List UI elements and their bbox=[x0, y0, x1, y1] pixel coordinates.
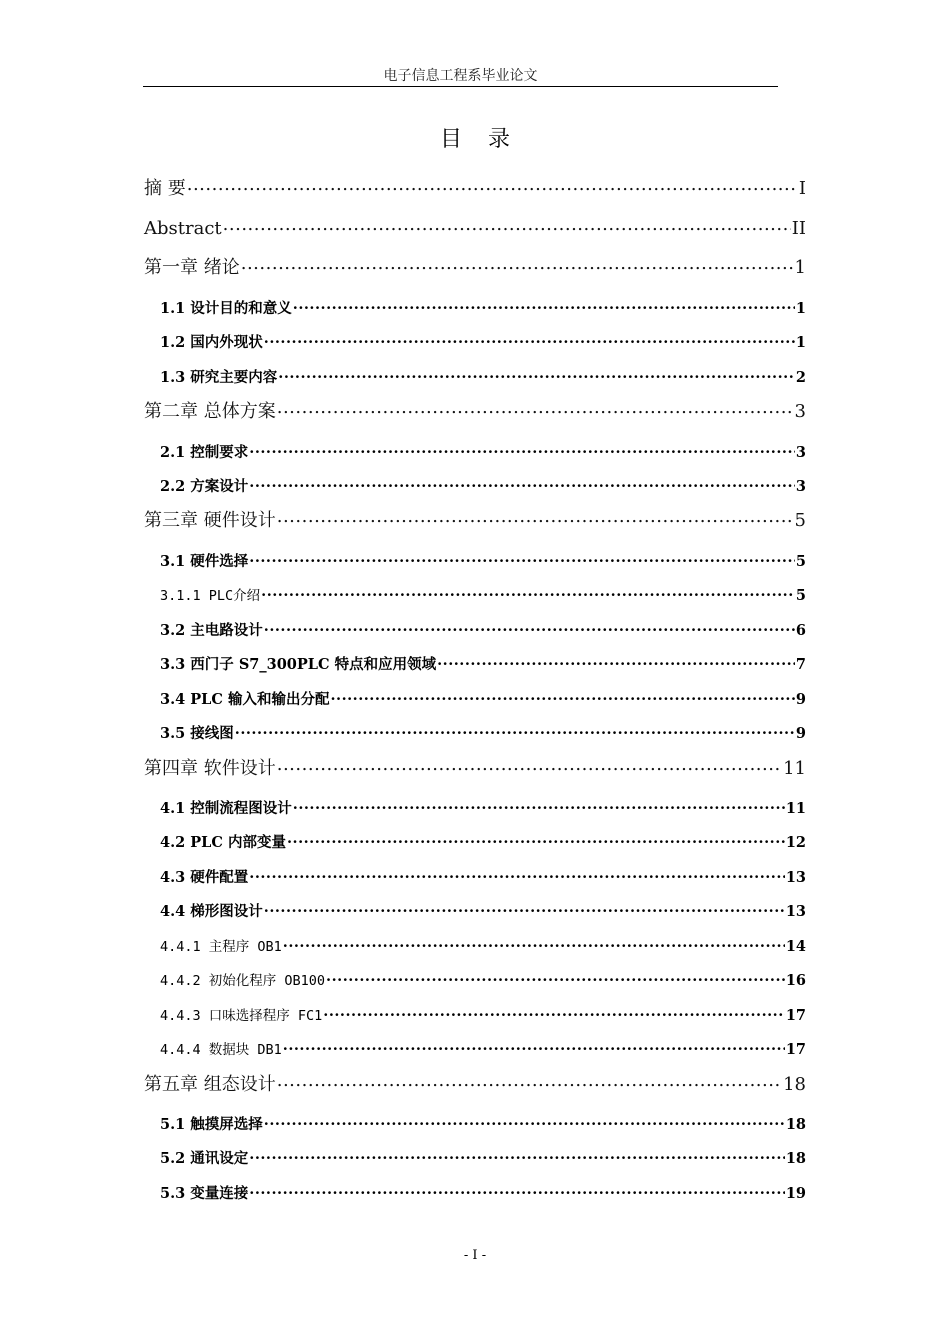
toc-entry-page: 3 bbox=[795, 477, 806, 495]
toc-entry[interactable] bbox=[160, 689, 806, 710]
toc-entry[interactable] bbox=[144, 756, 806, 781]
toc-entry[interactable] bbox=[160, 620, 806, 641]
toc-entry-page: 19 bbox=[785, 1184, 806, 1202]
toc-entry-label: 第四章 软件设计 bbox=[144, 758, 276, 779]
toc-entry-page: II bbox=[791, 218, 806, 239]
toc-entry[interactable] bbox=[160, 332, 806, 353]
toc-entry-label: 第一章 绪论 bbox=[144, 257, 240, 278]
toc-leader bbox=[187, 176, 798, 194]
toc-entry[interactable] bbox=[160, 832, 806, 853]
toc-leader bbox=[287, 832, 785, 847]
toc-leader bbox=[278, 367, 795, 382]
toc-entry-page: 11 bbox=[783, 758, 806, 779]
toc-entry-page: 5 bbox=[795, 586, 806, 604]
toc-entry[interactable] bbox=[160, 442, 806, 463]
toc-entry-page: 1 bbox=[794, 257, 806, 278]
toc-entry-label: 4.4.2 初始化程序 OB100 bbox=[160, 972, 326, 989]
toc-entry[interactable] bbox=[160, 723, 806, 744]
toc-leader bbox=[326, 970, 785, 985]
toc-leader bbox=[264, 1114, 785, 1129]
toc-leader bbox=[249, 867, 785, 882]
toc-entry-page: 5 bbox=[795, 552, 806, 570]
toc-entry[interactable] bbox=[160, 936, 806, 957]
toc-entry-page: 5 bbox=[794, 510, 806, 531]
toc-leader bbox=[235, 723, 795, 738]
toc-leader bbox=[249, 442, 795, 457]
toc-entry-label: 1.2 国内外现状 bbox=[160, 333, 263, 351]
toc-entry-page: 11 bbox=[785, 799, 806, 817]
toc-entry-label: 4.4.4 数据块 DB1 bbox=[160, 1041, 282, 1058]
toc-entry[interactable] bbox=[160, 1005, 806, 1026]
toc-entry-page: 18 bbox=[785, 1115, 806, 1133]
toc-leader bbox=[264, 332, 795, 347]
toc-entry-label: 5.1 触摸屏选择 bbox=[160, 1115, 263, 1133]
toc-entry-label: 4.3 硬件配置 bbox=[160, 868, 249, 886]
toc-entry-label: 4.2 PLC 内部变量 bbox=[160, 833, 286, 851]
toc-entry-label: 2.2 方案设计 bbox=[160, 477, 249, 495]
toc-entry-label: 第三章 硬件设计 bbox=[144, 510, 276, 531]
toc-entry[interactable] bbox=[160, 1114, 806, 1135]
toc-entry-label: 1.1 设计目的和意义 bbox=[160, 299, 292, 317]
toc-entry-page: 9 bbox=[795, 690, 806, 708]
toc-leader bbox=[277, 756, 782, 774]
toc-leader bbox=[293, 298, 795, 313]
toc-entry[interactable] bbox=[160, 367, 806, 388]
toc-entry[interactable] bbox=[144, 216, 806, 241]
toc-leader bbox=[264, 620, 795, 635]
toc-entry-page: 17 bbox=[785, 1006, 806, 1024]
toc-entry-page: 18 bbox=[785, 1149, 806, 1167]
toc-leader bbox=[223, 216, 791, 234]
toc-entry-page: 6 bbox=[795, 621, 806, 639]
toc-title: 目录 bbox=[439, 127, 536, 152]
running-header: 电子信息工程系毕业论文 bbox=[383, 68, 538, 84]
toc-entry[interactable] bbox=[160, 654, 806, 675]
toc-entry-label: 摘 要 bbox=[144, 178, 186, 199]
toc-entry-label: 3.2 主电路设计 bbox=[160, 621, 263, 639]
toc-entry-page: 9 bbox=[795, 724, 806, 742]
toc-entry[interactable] bbox=[160, 476, 806, 497]
toc-entry[interactable] bbox=[160, 1148, 806, 1169]
toc-entry-page: 2 bbox=[795, 368, 806, 386]
toc-entry-page: 18 bbox=[783, 1074, 806, 1095]
toc-leader bbox=[277, 508, 794, 526]
toc-entry-page: 14 bbox=[785, 937, 806, 955]
toc-entry-label: 3.1.1 PLC介绍 bbox=[160, 587, 261, 604]
toc-entry-label: 4.4.3 口味选择程序 FC1 bbox=[160, 1007, 323, 1024]
toc-entry-label: 3.5 接线图 bbox=[160, 724, 234, 742]
toc-leader bbox=[249, 1148, 785, 1163]
toc-entry[interactable] bbox=[144, 508, 806, 533]
toc-entry[interactable] bbox=[144, 255, 806, 280]
toc-leader bbox=[241, 255, 794, 273]
toc-entry-page: 3 bbox=[794, 401, 806, 422]
toc-entry-page: 12 bbox=[785, 833, 806, 851]
toc-entry-page: 3 bbox=[795, 443, 806, 461]
toc-entry[interactable] bbox=[160, 585, 806, 606]
toc-entry-page: 17 bbox=[785, 1040, 806, 1058]
toc-entry-page: 16 bbox=[785, 971, 806, 989]
toc-leader bbox=[330, 689, 794, 704]
toc-entry-page: 7 bbox=[795, 655, 806, 673]
toc-entry-label: 2.1 控制要求 bbox=[160, 443, 249, 461]
toc-entry[interactable] bbox=[160, 798, 806, 819]
toc-entry[interactable] bbox=[144, 399, 806, 424]
toc-entry[interactable] bbox=[160, 551, 806, 572]
toc-entry-label: 3.3 西门子 S7_300PLC 特点和应用领域 bbox=[160, 655, 437, 673]
toc-entry-label: 4.4 梯形图设计 bbox=[160, 902, 263, 920]
toc-leader bbox=[437, 654, 795, 669]
toc-leader bbox=[249, 1183, 785, 1198]
toc-entry[interactable] bbox=[160, 901, 806, 922]
toc-leader bbox=[323, 1005, 785, 1020]
toc-leader bbox=[264, 901, 785, 916]
toc-entry[interactable] bbox=[144, 176, 806, 201]
toc-leader bbox=[293, 798, 785, 813]
toc-entry[interactable] bbox=[160, 298, 806, 319]
toc-entry-label: 4.1 控制流程图设计 bbox=[160, 799, 292, 817]
toc-entry[interactable] bbox=[144, 1072, 806, 1097]
toc-entry[interactable] bbox=[160, 970, 806, 991]
toc-leader bbox=[277, 1072, 782, 1090]
toc-entry-label: 3.4 PLC 输入和输出分配 bbox=[160, 690, 330, 708]
toc-entry-page: 1 bbox=[795, 333, 806, 351]
toc-leader bbox=[283, 1039, 785, 1054]
toc-entry-label: Abstract bbox=[144, 218, 222, 239]
toc-entry[interactable] bbox=[160, 867, 806, 888]
toc-leader bbox=[283, 936, 785, 951]
toc-entry-label: 第五章 组态设计 bbox=[144, 1074, 276, 1095]
toc-leader bbox=[277, 399, 794, 417]
toc-entry[interactable] bbox=[160, 1183, 806, 1204]
toc-leader bbox=[249, 476, 795, 491]
toc-leader bbox=[261, 585, 795, 600]
toc-entry-label: 4.4.1 主程序 OB1 bbox=[160, 938, 282, 955]
toc-entry-page: 1 bbox=[795, 299, 806, 317]
toc-entry-page: 13 bbox=[785, 868, 806, 886]
toc-entry-page: I bbox=[798, 178, 806, 199]
toc-entry-label: 5.3 变量连接 bbox=[160, 1184, 249, 1202]
toc-entry-label: 5.2 通讯设定 bbox=[160, 1149, 249, 1167]
toc-entry-label: 第二章 总体方案 bbox=[144, 401, 276, 422]
toc-entry-label: 1.3 研究主要内容 bbox=[160, 368, 278, 386]
toc-entry[interactable] bbox=[160, 1039, 806, 1060]
toc-entry-label: 3.1 硬件选择 bbox=[160, 552, 249, 570]
toc-leader bbox=[249, 551, 795, 566]
page-number: - I - bbox=[463, 1248, 487, 1263]
toc-entry-page: 13 bbox=[785, 902, 806, 920]
